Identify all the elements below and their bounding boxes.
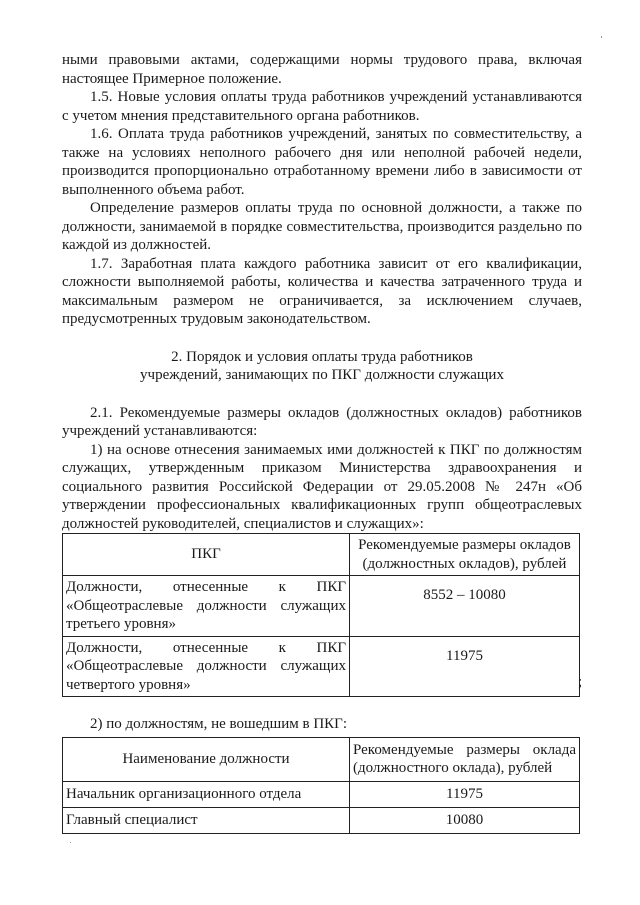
table-row [63, 781, 580, 807]
table-cell-position: Должности, отнесенные к ПКГ «Общеотраслевые должности служащих четвертого уровня» [63, 636, 350, 697]
table-row [63, 636, 580, 697]
table-header-salary: Рекомендуемые размеры окладов (должностных окладов), рублей [350, 534, 580, 576]
table-cell-position: Начальник организационного отдела [63, 781, 350, 807]
table-header-row [63, 534, 580, 576]
paragraph-salary-determination: Определение размеров оплаты труда по основной должности, а также по должности, занимаемой в порядке совместительства, производится раздельно по каждой из должностей. [62, 200, 582, 253]
paragraph-2-1-item-2: 2) по должностям, не вошедшим в ПКГ: [90, 716, 347, 732]
scan-mark [601, 36, 602, 38]
table-row [63, 807, 580, 833]
scan-dot [70, 842, 71, 843]
table-cell-position: Должности, отнесенные к ПКГ «Общеотраслевые должности служащих третьего уровня» [63, 576, 350, 637]
paragraph-2-1-item-1: 1) на основе отнесения занимаемых ими должностей к ПКГ по должностям служащих, утвержденным приказом Министерства здравоохранения и социального развития Российской Федерации от 29.05.2008 № 247н «Об утверждении профессиональных квалификационных групп общеотраслевых должностей руководителей, специалистов и служащих»: [62, 441, 582, 532]
table-cell-salary: 8552 – 10080 [350, 576, 580, 637]
section-2-heading [62, 348, 582, 385]
table-header-pkg: ПКГ [63, 534, 350, 576]
paragraph-1-5: 1.5. Новые условия оплаты труда работников учреждений устанавливаются с учетом мнения представительного органа работников. [62, 89, 582, 124]
table-cell-salary: 11975 [350, 636, 580, 697]
section-2-title-line2: учреждений, занимающих по ПКГ должности служащих [140, 367, 504, 383]
paragraph-continuation: ными правовыми актами, содержащими нормы трудового права, включая настоящее Примерное положение. [62, 52, 582, 87]
document-page [62, 51, 582, 834]
trailing-semicolon: ; [578, 674, 583, 690]
other-positions-table [62, 737, 580, 834]
section-2-title-line1: 2. Порядок и условия оплаты труда работников [171, 348, 473, 365]
table-cell-salary: 11975 [350, 781, 580, 807]
pkg-salary-table [62, 533, 583, 697]
table-header-row [63, 737, 580, 781]
table-cell-salary: 10080 [350, 807, 580, 833]
paragraph-1-7: 1.7. Заработная плата каждого работника зависит от его квалификации, сложности выполняемой работы, количества и качества затраченного труда и максимальным размером не ограничивается, за исключением случаев, предусмотренных трудовым законодательством. [62, 255, 582, 327]
paragraph-1-6: 1.6. Оплата труда работников учреждений, занятых по совместительству, а также на условиях неполного рабочего дня или неполной рабочей недели, производится пропорционально отработанному времени либо в зависимости от выполненного объема работ. [62, 126, 582, 198]
table-cell-position: Главный специалист [63, 807, 350, 833]
table-row [63, 576, 580, 637]
table-header-salary: Рекомендуемые размеры оклада (должностного оклада), рублей [350, 737, 580, 781]
table-header-position: Наименование должности [63, 737, 350, 781]
paragraph-2-1: 2.1. Рекомендуемые размеры окладов (должностных окладов) работников учреждений устанавливаются: [62, 404, 582, 439]
